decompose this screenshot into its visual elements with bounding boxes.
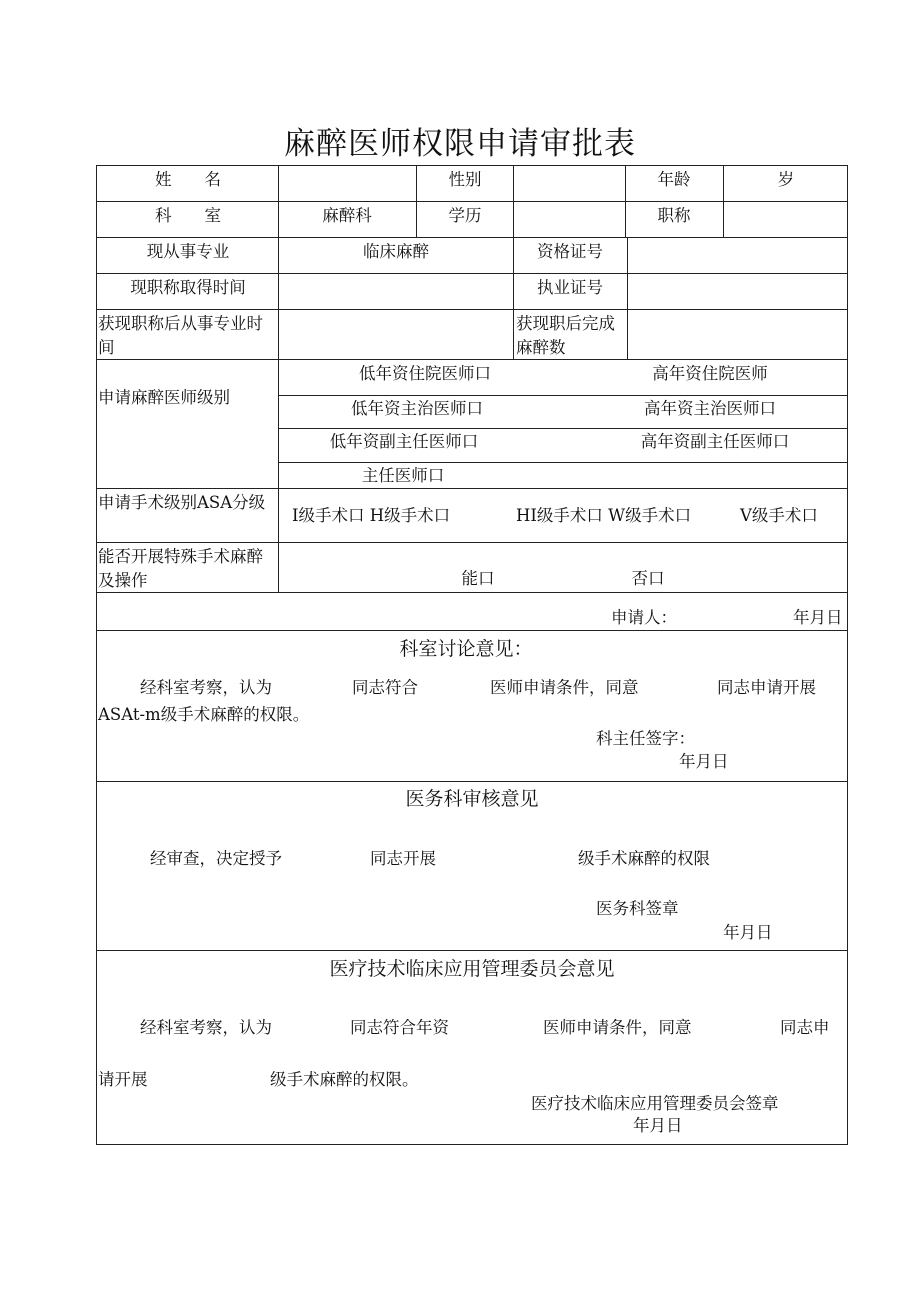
- col-divider: [513, 165, 514, 237]
- surgery-options-3: V级手术口: [740, 506, 818, 525]
- surgery-level-label: 申请手术级别ASA分级: [98, 493, 266, 512]
- committee-opinion-text-2: 同志符合年资: [350, 1018, 449, 1037]
- col-divider: [513, 237, 514, 359]
- dept-value: 麻醉科: [322, 206, 372, 225]
- dept-opinion-text-line2: ASAt-m级手术麻醉的权限。: [98, 705, 310, 724]
- job-title-label: 职称: [657, 206, 691, 225]
- committee-seal-label: 医疗技术临床应用管理委员会签章: [531, 1094, 779, 1113]
- age-label: 年龄: [657, 170, 691, 189]
- level-chief: 主任医师口: [361, 466, 445, 485]
- name-label: 姓 名: [155, 170, 221, 189]
- committee-opinion-text-line2b: 级手术麻醉的权限。: [270, 1070, 419, 1089]
- row-divider: [96, 542, 848, 543]
- age-unit: 岁: [777, 170, 795, 189]
- anesthesia-count-label: 获现职后完成麻醉数: [516, 314, 615, 357]
- committee-opinion-text-3: 医师申请条件，同意: [543, 1018, 692, 1037]
- medical-opinion-date: 年月日: [723, 923, 773, 942]
- dept-opinion-heading: 科室讨论意见：: [399, 638, 533, 660]
- applicant-label: 申请人：: [611, 608, 677, 627]
- level-low-attending: 低年资主治医师口: [351, 399, 483, 418]
- medical-opinion-text-1: 经审查，决定授予: [150, 849, 282, 868]
- surgery-options-2: HI级手术口 W级手术口: [516, 506, 692, 525]
- row-divider: [96, 237, 848, 238]
- dept-opinion-date: 年月日: [679, 752, 729, 771]
- dept-opinion-text-4: 同志申请开展: [717, 678, 816, 697]
- row-divider: [96, 488, 848, 489]
- level-low-resident: 低年资住院医师口: [359, 364, 491, 383]
- surgery-options-1: I级手术口 H级手术口: [292, 506, 451, 525]
- dept-opinion-text-2: 同志符合: [352, 678, 418, 697]
- col-divider: [278, 165, 279, 592]
- level-label: 申请麻醉医师级别: [98, 388, 230, 407]
- row-divider: [96, 950, 848, 951]
- level-high-resident: 高年资住院医师: [652, 364, 768, 383]
- medical-opinion-heading: 医务科审核意见: [405, 788, 539, 810]
- row-divider: [96, 201, 848, 202]
- dept-opinion-text-3: 医师申请条件，同意: [490, 678, 639, 697]
- major-label: 现从事专业: [146, 242, 230, 261]
- row-divider: [96, 273, 848, 274]
- medical-opinion-text-2: 同志开展: [370, 849, 436, 868]
- row-divider: [96, 309, 848, 310]
- medical-affairs-seal-label: 医务科签章: [596, 899, 679, 918]
- title-acquired-time-label: 现职称取得时间: [130, 278, 246, 297]
- committee-opinion-date: 年月日: [633, 1116, 683, 1135]
- sub-row-divider: [278, 428, 848, 429]
- special-no-option: 否口: [631, 569, 665, 588]
- sub-row-divider: [278, 462, 848, 463]
- level-high-attending: 高年资主治医师口: [644, 399, 776, 418]
- committee-opinion-text-line2a: 请开展: [98, 1070, 148, 1089]
- dept-opinion-text-1: 经科室考察，认为: [140, 678, 272, 697]
- page-title: 麻醉医师权限申请审批表: [284, 126, 636, 162]
- dept-head-signature-label: 科主任签字：: [596, 729, 695, 748]
- level-high-associate: 高年资副主任医师口: [640, 432, 790, 451]
- row-divider: [96, 781, 848, 782]
- gender-label: 性别: [448, 170, 482, 189]
- major-value: 临床麻醉: [363, 242, 429, 261]
- special-yes-option: 能口: [461, 569, 495, 588]
- qualification-cert-label: 资格证号: [537, 242, 603, 261]
- col-divider: [625, 165, 626, 237]
- sub-row-divider: [278, 395, 848, 396]
- committee-opinion-text-1: 经科室考察，认为: [140, 1018, 272, 1037]
- committee-opinion-text-4: 同志申: [780, 1018, 830, 1037]
- col-divider: [627, 237, 628, 359]
- row-divider: [96, 630, 848, 631]
- practice-license-label: 执业证号: [537, 278, 603, 297]
- medical-opinion-text-3: 级手术麻醉的权限: [578, 849, 710, 868]
- special-surgery-label: 能否开展特殊手术麻醉及操作: [98, 547, 263, 590]
- level-low-associate: 低年资副主任医师口: [329, 432, 479, 451]
- work-time-label: 获现职称后从事专业时间: [98, 314, 263, 357]
- col-divider: [416, 165, 417, 237]
- education-label: 学历: [448, 206, 482, 225]
- dept-label: 科 室: [155, 206, 221, 225]
- col-divider: [723, 165, 724, 237]
- applicant-date: 年月日: [793, 608, 843, 627]
- committee-opinion-heading: 医疗技术临床应用管理委员会意见: [329, 958, 615, 980]
